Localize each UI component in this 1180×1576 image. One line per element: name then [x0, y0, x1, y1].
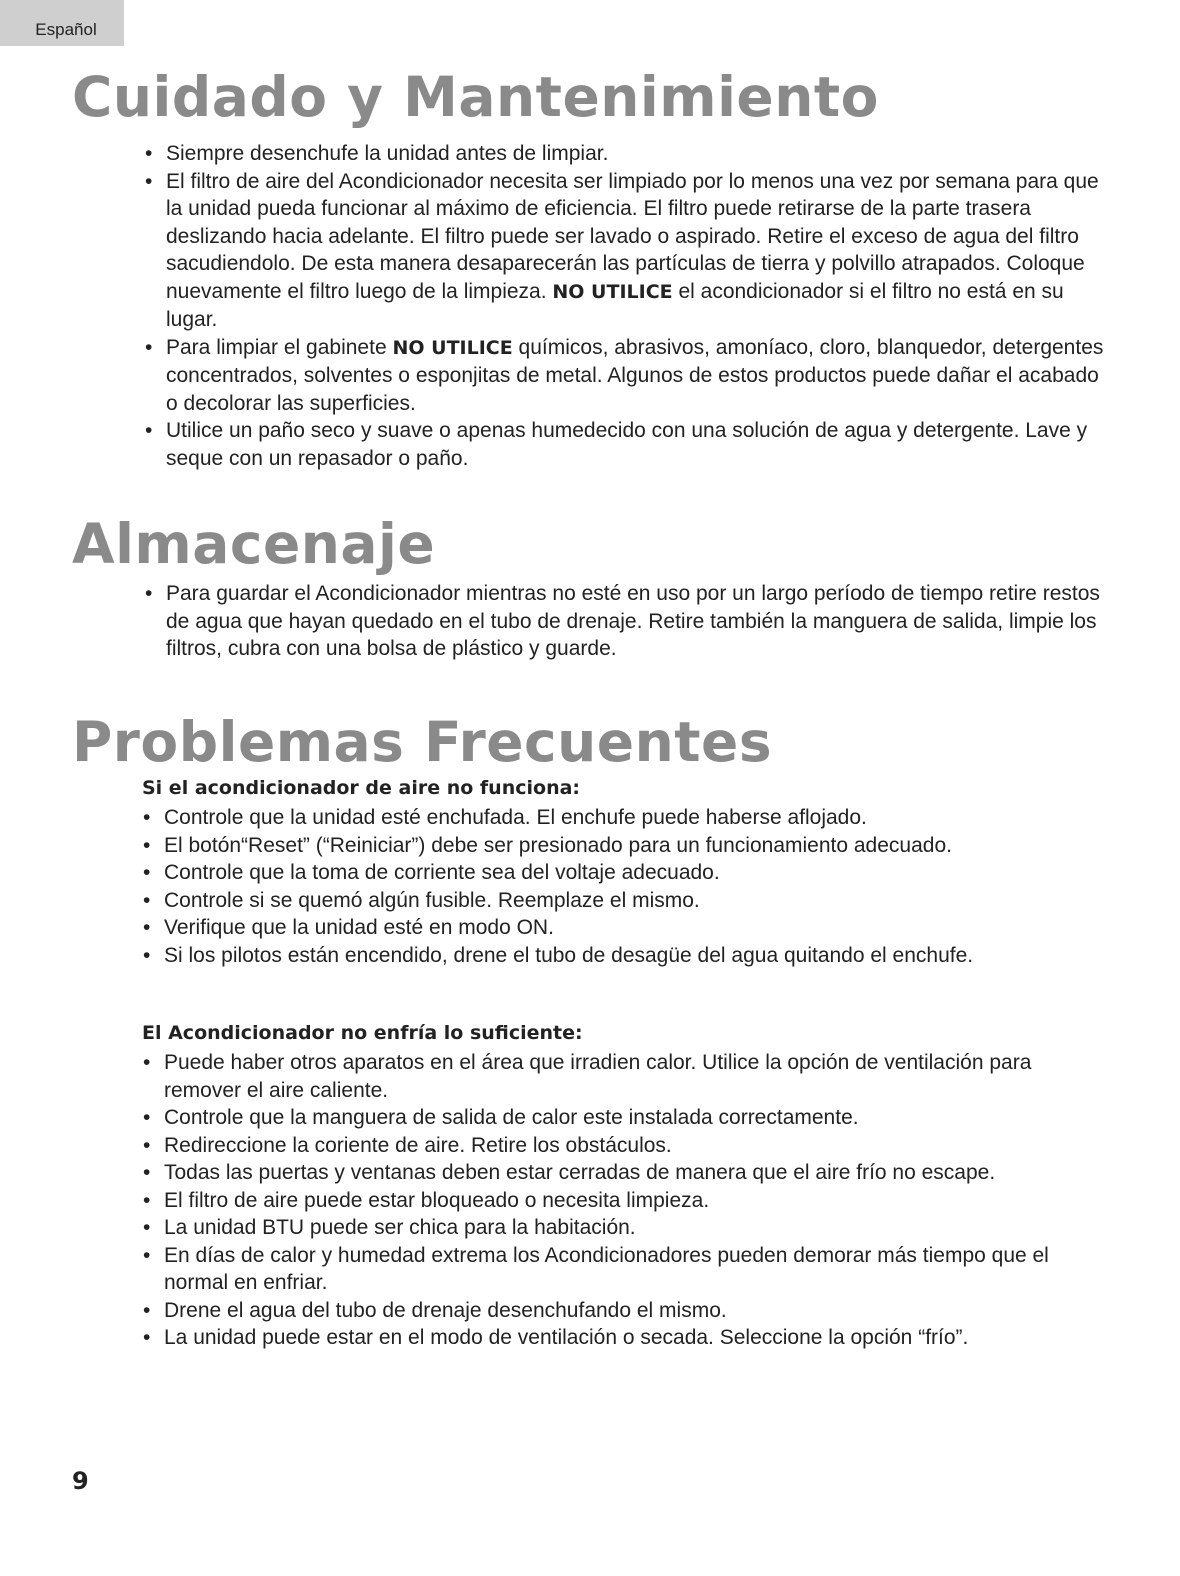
- list-item: • Controle que la unidad esté enchufada. El enchufe puede haberse aflojado.: [140, 804, 1110, 832]
- section-title-care: Cuidado y Mantenimiento: [72, 65, 879, 129]
- list-item: • Verifique que la unidad esté en modo ON.: [140, 914, 1110, 942]
- list-item: • Redireccione la coriente de aire. Retire los obstáculos.: [140, 1132, 1110, 1160]
- list-item: • Drene el agua del tubo de drenaje desenchufando el mismo.: [140, 1297, 1110, 1325]
- list-item: • La unidad BTU puede ser chica para la habitación.: [140, 1214, 1110, 1242]
- problems-heading-not-working: Si el acondicionador de aire no funciona:: [142, 777, 581, 799]
- list-item: • Para guardar el Acondicionador mientras no esté en uso por un largo período de tiempo retire restos de agua que hayan quedado en el tubo de drenaje. Retire también la manguera de salida, limpie los filtros, cubra con una bolsa de plástico y guarde.: [142, 580, 1112, 663]
- list-item: • Controle si se quemó algún fusible. Reemplaze el mismo.: [140, 887, 1110, 915]
- list-item: • Controle que la manguera de salida de calor este instalada correctamente.: [140, 1104, 1110, 1132]
- language-tab: Español: [0, 0, 124, 46]
- list-item: • El filtro de aire puede estar bloqueado o necesita limpieza.: [140, 1187, 1110, 1215]
- list-item: • El filtro de aire del Acondicionador necesita ser limpiado por lo menos una vez por semana para que la unidad pueda funcionar al máximo de eficiencia. El filtro puede retirarse de la parte trasera deslizando hacia adelante. El filtro puede ser lavado o aspirado. Retire el exceso de agua del filtro sacudiendolo. De esta manera desaparecerán las partículas de tierra y polvillo atrapados. Coloque nuevamente el filtro luego de la limpieza. NO UTILICE el acondicionador si el filtro no está en su lugar.: [142, 168, 1112, 334]
- problems-heading-not-cooling: El Acondicionador no enfría lo suficiente:: [142, 1022, 583, 1044]
- section-title-problems: Problemas Frecuentes: [72, 710, 773, 774]
- section-title-storage: Almacenaje: [72, 512, 436, 576]
- warning-emphasis: NO UTILICE: [552, 280, 673, 303]
- care-list: [142, 140, 1112, 472]
- storage-list: [142, 580, 1112, 663]
- warning-emphasis: NO UTILICE: [392, 336, 513, 359]
- problems-list-not-working: [140, 804, 1110, 969]
- list-item: • El botón“Reset” (“Reiniciar”) debe ser presionado para un funcionamiento adecuado.: [140, 832, 1110, 860]
- page-number: 9: [72, 1467, 89, 1495]
- list-item: • Para limpiar el gabinete NO UTILICE químicos, abrasivos, amoníaco, cloro, blanquedor, detergentes concentrados, solventes o esponjitas de metal. Algunos de estos productos puede dañar el acabado o decolorar las superficies.: [142, 334, 1112, 418]
- list-item: • Todas las puertas y ventanas deben estar cerradas de manera que el aire frío no escape.: [140, 1159, 1110, 1187]
- list-item: • En días de calor y humedad extrema los Acondicionadores pueden demorar más tiempo que el normal en enfriar.: [140, 1242, 1110, 1297]
- list-item: • Utilice un paño seco y suave o apenas humedecido con una solución de agua y detergente. Lave y seque con un repasador o paño.: [142, 417, 1112, 472]
- problems-list-not-cooling: [140, 1049, 1110, 1352]
- list-item: • Puede haber otros aparatos en el área que irradien calor. Utilice la opción de ventilación para remover el aire caliente.: [140, 1049, 1110, 1104]
- list-item: • Controle que la toma de corriente sea del voltaje adecuado.: [140, 859, 1110, 887]
- list-item: • La unidad puede estar en el modo de ventilación o secada. Seleccione la opción “frío”.: [140, 1324, 1110, 1352]
- list-item: • Siempre desenchufe la unidad antes de limpiar.: [142, 140, 1112, 168]
- list-item: • Si los pilotos están encendido, drene el tubo de desagüe del agua quitando el enchufe.: [140, 942, 1110, 970]
